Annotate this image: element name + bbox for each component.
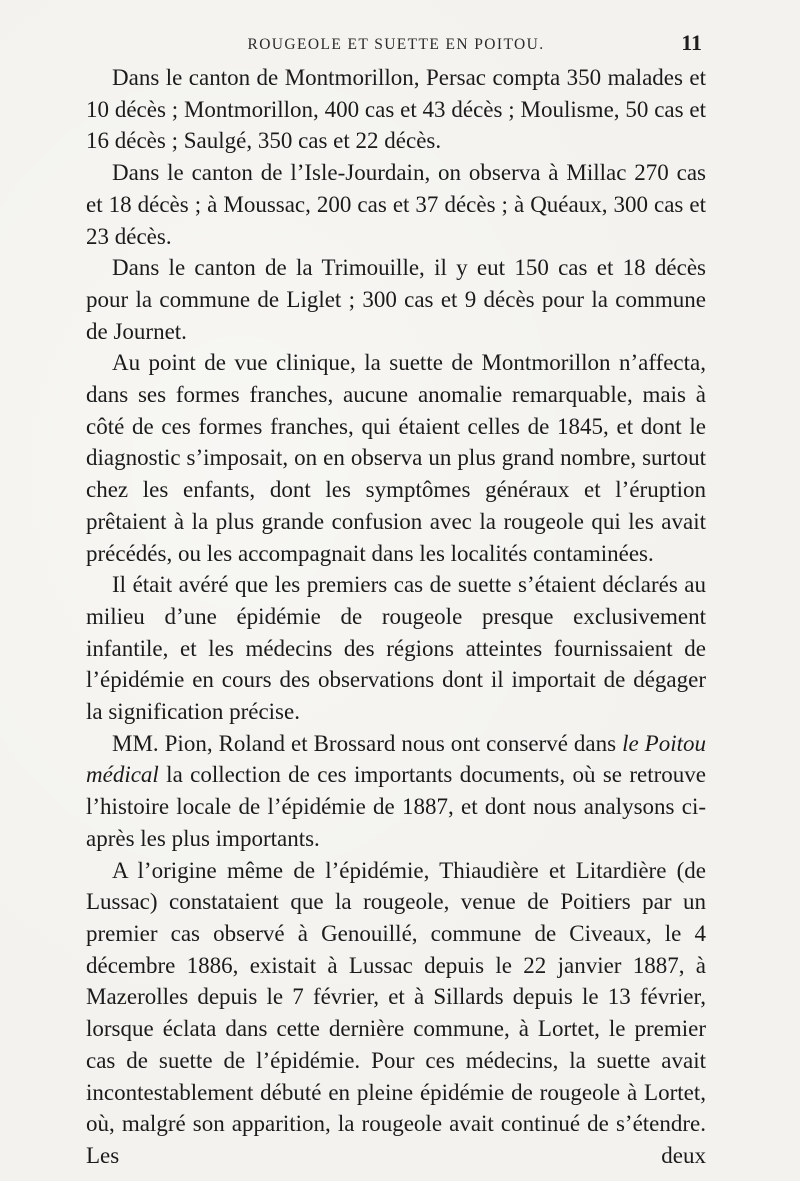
page-number: 11: [681, 30, 702, 55]
paragraph-measles-epidemic: Il était avéré que les premiers cas de suette s’étaient déclarés au milieu d’une épidémie de rougeole presque exclusivement infantile, et les médecins des régions atteintes fournissaient de l’épidémie en cours des observations dont il importait de dégager la signification précise.: [86, 572, 706, 725]
paragraph-clinical-view: Au point de vue clinique, la suette de Montmorillon n’affecta, dans ses formes franches, aucune anomalie remarquable, mais à côté de ces formes franches, qui étaient celles de 1845, et dont le diagnostic s’imposait, on en observa un plus grand nombre, surtout chez les enfants, dont les symptômes généraux et l’éruption prêtaient à la plus grande confusion avec la rougeole qui les avait précédés, ou les accompagnait dans les localités contaminées.: [86, 350, 706, 566]
running-title: ROUGEOLE ET SUETTE EN POITOU.: [247, 36, 545, 53]
journal-title: le Poitou médical: [86, 730, 706, 788]
page-header: [90, 30, 702, 60]
paragraph-canton-isle-jourdain: Dans le canton de l’Isle-Jourdain, on observa à Millac 270 cas et 18 décès ; à Moussac, 200 cas et 37 décès ; à Quéaux, 300 cas et 23 décès.: [86, 160, 706, 249]
paragraph-canton-montmorillon: Dans le canton de Montmorillon, Persac compta 350 malades et 10 décès ; Montmorillon, 400 cas et 43 décès ; Moulisme, 50 cas et 16 décès ; Saulgé, 350 cas et 22 décès.: [86, 65, 706, 154]
paragraph-canton-trimouille: Dans le canton de la Trimouille, il y eut 150 cas et 18 décès pour la commune de Liglet ; 300 cas et 9 décès pour la commune de Journet.: [86, 255, 706, 344]
paragraph-text-before: MM. Pion, Roland et Brossard nous ont conservé dans: [112, 730, 623, 756]
paragraph-origin-epidemic: A l’origine même de l’épidémie, Thiaudière et Litardière (de Lussac) constataient que la rougeole, venue de Poitiers par un premier cas observé à Genouillé, commune de Civeaux, le 4 décembre 1886, existait à Lussac depuis le 22 janvier 1887, à Mazerolles depuis le 7 février, et à Sillards depuis le 13 février, lorsque éclata dans cette dernière commune, à Lortet, le premier cas de suette de l’épidémie. Pour ces médecins, la suette avait incontestablement débuté en pleine épidémie de rougeole à Lortet, où, malgré son apparition, la rougeole avait continué de s’étendre. Les deux: [86, 857, 706, 1168]
body-text: [86, 62, 706, 1172]
paragraph-poitou-medical: [86, 728, 706, 855]
paragraph-text-after: la collection de ces importants documents, où se retrouve l’histoire locale de l’épidémie de 1887, et dont nous analysons ci-après les plus importants.: [86, 762, 706, 851]
